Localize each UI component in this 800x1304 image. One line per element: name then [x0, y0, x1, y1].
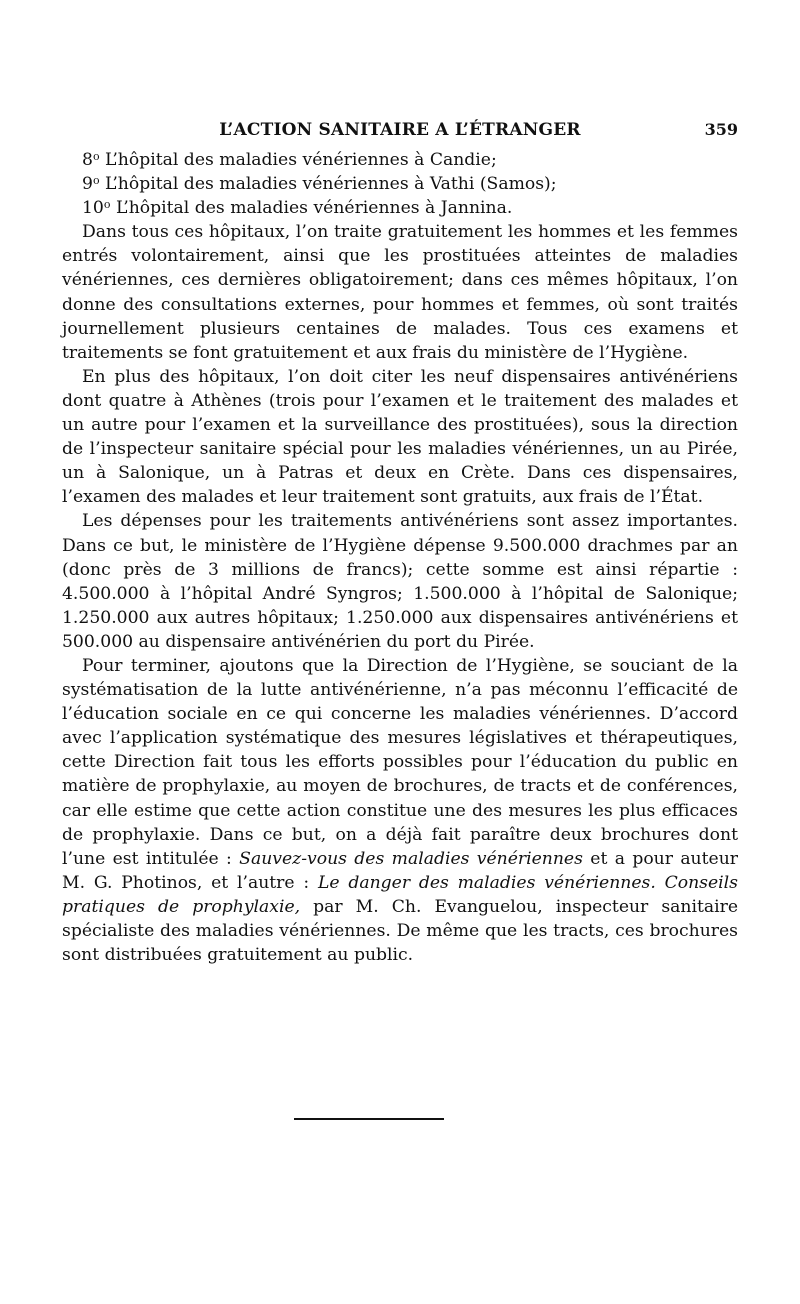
ordinal-suffix: o: [92, 150, 100, 163]
list-number: 8: [82, 150, 93, 170]
running-head: [62, 118, 738, 148]
education-text-c: par M. Ch. Evanguelou, inspecteur sanitaire spécialiste des maladies vénériennes. De même que les tracts, ces brochures sont distribuées gratuitement au public.: [62, 896, 738, 966]
brochure-title-2: Le danger des maladies vénériennes. Conseils pratiques de prophylaxie,: [62, 872, 738, 917]
list-item-9: [62, 172, 738, 196]
list-number: 10: [82, 198, 104, 219]
paragraph-dispensaries: En plus des hôpitaux, l’on doit citer les neuf dispensaires antivénériens dont quatre à Athènes (trois pour l’examen et le traitement des malades et un autre pour l’examen et la surveillance des prostituées), sous la direction de l’inspecteur sanitaire spécial pour les maladies vénériennes, un au Pirée, un à Salonique, un à Patras et deux en Crète. Dans ces dispensaires, l’examen des malades et leur traitement sont gratuits, aux frais de l’État.: [62, 366, 738, 508]
paragraph-education: [62, 654, 738, 967]
education-text-b: et a pour auteur M. G. Photinos, et l’autre :: [62, 848, 738, 893]
education-text-a: Pour terminer, ajoutons que la Direction de l’Hygiène, se souciant de la systématisation de la lutte antivénérienne, n’a pas méconnu l’efficacité de l’éducation sociale en ce qui concerne les maladies vénériennes. D’accord avec l’application systématique des mesures législatives et thérapeutiques, cette Direction fait tous les efforts possibles pour l’éducation du public en matière de prophylaxie, au moyen de brochures, de tracts et de conférences, car elle estime que cette action constitue une des mesures les plus efficaces de prophylaxie. Dans ce but, on a déjà fait paraître deux brochures dont l’une est intitulée :: [62, 655, 738, 869]
page-number: 359: [704, 120, 738, 139]
paragraph-expenses: Les dépenses pour les traitements antivénériens sont assez importantes. Dans ce but, le ministère de l’Hygiène dépense 9.500.000 drachmes par an (donc près de 3 millions de francs); cette somme est ainsi répartie : 4.500.000 à l’hôpital André Syngros; 1.500.000 à l’hôpital de Salonique; 1.250.000 aux autres hôpitaux; 1.250.000 aux dispensaires antivénériens et 500.000 au dispensaire antivénérien du port du Pirée.: [62, 511, 738, 652]
running-head-title: L’ACTION SANITAIRE A L’ÉTRANGER: [219, 120, 581, 140]
ordinal-suffix: o: [92, 174, 100, 188]
end-rule: [294, 1118, 444, 1120]
body-text: [62, 148, 738, 967]
list-item-text: L’hôpital des maladies vénériennes à Candie;: [99, 150, 497, 170]
paragraph-hospitals: Dans tous ces hôpitaux, l’on traite gratuitement les hommes et les femmes entrés volontairement, ainsi que les prostituées atteintes de maladies vénériennes, ces dernières obligatoirement; dans ces mêmes hôpitaux, l’on donne des consultations externes, pour hommes et femmes, où sont traités journellement plusieurs centaines de malades. Tous ces examens et traitements se font gratuitement et aux frais du ministère de l’Hygiène.: [62, 222, 738, 363]
list-item-text: L’hôpital des maladies vénériennes à Jannina.: [110, 198, 513, 219]
list-item-10: [62, 196, 738, 220]
book-page: [62, 118, 738, 967]
list-item-8: [62, 148, 738, 172]
brochure-title-1: Sauvez-vous des maladies vénériennes: [239, 848, 583, 869]
list-number: 9: [82, 174, 93, 195]
list-item-text: L’hôpital des maladies vénériennes à Vathi (Samos);: [99, 174, 557, 195]
ordinal-suffix: o: [103, 198, 111, 212]
